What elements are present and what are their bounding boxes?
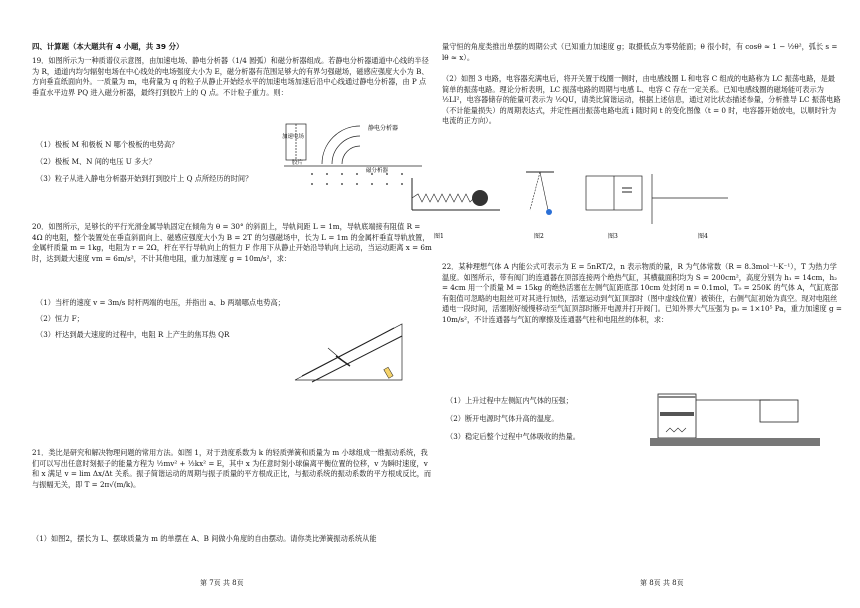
q20-text: 20．如图所示，足够长的平行光滑金属导轨固定在倾角为 θ = 30° 的斜面上，导轨间距 L = 1m，导轨底端接有阻值 R = 4Ω 的电阻，整个装置处在垂直斜面向上、磁感应强度大小为 B = 2T 的匀强磁场中，长为 L = 1m 的金属杆垂直导轨放置，金属杆质量 m = 1kg，电阻为 r = 2Ω，杆在平行导轨向上的恒力 F 作用下从静止开始沿导轨向上运动，当运动距离 x = 6m 时，达到最大速度 vm = 6m/s²，不计其他电阻，重力加速度 g = 10m/s²，求： — [32, 222, 432, 263]
fig-label-magnetic: 磁分析器 — [366, 168, 389, 174]
q20-item-2: （2）恒力 F； — [36, 314, 84, 323]
q22-figure — [650, 380, 840, 450]
fig-label-accel: 加速电场 — [282, 134, 305, 140]
fig4-caption: 图4 — [698, 233, 708, 240]
q19-text: 19．如图所示为一种质谱仪示意图，由加速电场、静电分析器（1/4 圆弧）和磁分析器组成。若静电分析器通道中心线的半径为 R，通道内均匀辐射电场在中心线处的电场强度大小为 E，磁分析器有范围足够大的有界匀强磁场，磁感应强度大小为 B、方向垂直纸面向外。一质量为 m，电荷量为 q 的粒子从静止开始经水平的加速电场加速后沿中心线通过静电分析器，由 P 点垂直水平边界 PQ 进入磁分析器，最终打到胶片上的 Q 点。不计粒子重力。则： — [32, 56, 429, 97]
q19-item-1: （1）极板 M 和极板 N 哪个极板的电势高？ — [36, 140, 179, 149]
q22-item-3: （3）稳定后整个过程中气体吸收的热量。 — [446, 432, 580, 441]
fig1-caption: 图1 — [434, 233, 444, 240]
q21-item-1: （1）如图2，摆长为 L、摆球质量为 m 的单摆在 A、B 间做小角度的自由摆动。请你类比弹簧振动系统从能 — [32, 534, 377, 543]
q19-figure — [282, 120, 427, 190]
q19-item-2: （2）极板 M、N 间的电压 U 多大？ — [36, 157, 156, 166]
q21-figures — [408, 168, 818, 240]
q20-item-1: （1）当杆的速度 v = 3m/s 时杆两端的电压，并指出 a、b 两端哪点电势高； — [36, 298, 285, 307]
section-title: 四、计算题（本大题共有 4 小题，共 39 分） — [32, 42, 184, 51]
q21-part-2: （2）如图 3 电路，电容器充满电后，将开关置于线圈一侧时，由电感线圈 L 和电容 C 组成的电路称为 LC 振荡电路，是最简单的振荡电路。理论分析表明，LC 振荡电路的周期与电感 L、电容 C 存在一定关系。已知电感线圈的磁场能可表示为 ½LI²，电容器储存的能量可表示为 ½QU，请类比简谐运动，根据上述信息，通过对比状态描述参量，分析推导 LC 振荡电路（不计能量损失）的周期表达式，并定性画出振荡电路电流 i 随时间 t 的变化图像（t = 0 时，电容器开始放电，以顺时针为电流的正方向）。 — [442, 74, 841, 126]
page-footer-8: 第 8页 共 8页 — [640, 579, 684, 587]
fig-label-film: 胶片 — [292, 160, 304, 166]
q20-item-3: （3）杆达到最大速度的过程中，电阻 R 上产生的焦耳热 QR — [36, 330, 230, 339]
fig2-caption: 图2 — [534, 233, 544, 240]
q19-item-3: （3）粒子从进入静电分析器开始到打到胶片上 Q 点所经历的时间？ — [36, 174, 253, 183]
q22-item-1: （1）上升过程中左侧缸内气体的压强； — [446, 396, 573, 405]
q22-text: 22．某种理想气体 A 内能公式可表示为 E = 5nRT/2，n 表示物质的量，R 为气体常数（R = 8.3mol⁻¹·K⁻¹），T 为热力学温度。如图所示，带有阀门的连通器在顶部连接两个绝热气缸，其横截面积均为 S = 200cm²，高度分别为 h₁ = 14cm，h₂ = 4cm 用一个质量 M = 15kg 的绝热活塞在左侧气缸距底部 10cm 处封闭 n = 0.1mol，T₀ = 250K 的气体 A，气缸底部有阻值可忽略的电阻丝可对其进行加热，活塞运动到气缸顶部时（图中虚线位置）被锁住，右侧气缸初始为真空。现对电阻丝通电一段时间，活塞刚好缓慢移动至气缸顶部时断开电源并打开阀门。已知外界大气压强为 p₀ = 1×10⁵ Pa，重力加速度 g = 10m/s²，不计连通器与气缸的摩擦及连通器气柱和电阻丝的体积，求： — [442, 262, 842, 324]
fig-label-analyzer: 静电分析器 — [368, 125, 399, 132]
q21-continued: 量守恒的角度类推出单摆的周期公式（已知重力加速度 g；取摄低点为零势能面；θ 很小时，有 cosθ ≈ 1 − ½θ²，弧长 s = lθ ≈ x）。 — [442, 42, 838, 62]
fig3-caption: 图3 — [608, 233, 618, 240]
q22-item-2: （2）断开电源时气体升高的温度。 — [446, 414, 559, 423]
q20-figure — [290, 318, 410, 388]
page-footer-7: 第 7页 共 8页 — [200, 579, 244, 587]
q21-text: 21．类比是研究和解决物理问题的常用方法。如图 1，对于劲度系数为 k 的轻质弹簧和质量为 m 小球组成一维振动系统，我们可以写出任意时刻振子的能量方程为 ½mv² + ½kx² = E，其中 x 为任意时刻小球偏离平衡位置的位移，v 为瞬时速度，v 和 x 满足 v = lim Δx/Δt 关系。振子简谐运动的周期与振子质量的平方根成正比，与振动系统的振动系数的平方根成反比，而与振幅无关，即 T = 2π√(m/k)。 — [32, 448, 432, 489]
